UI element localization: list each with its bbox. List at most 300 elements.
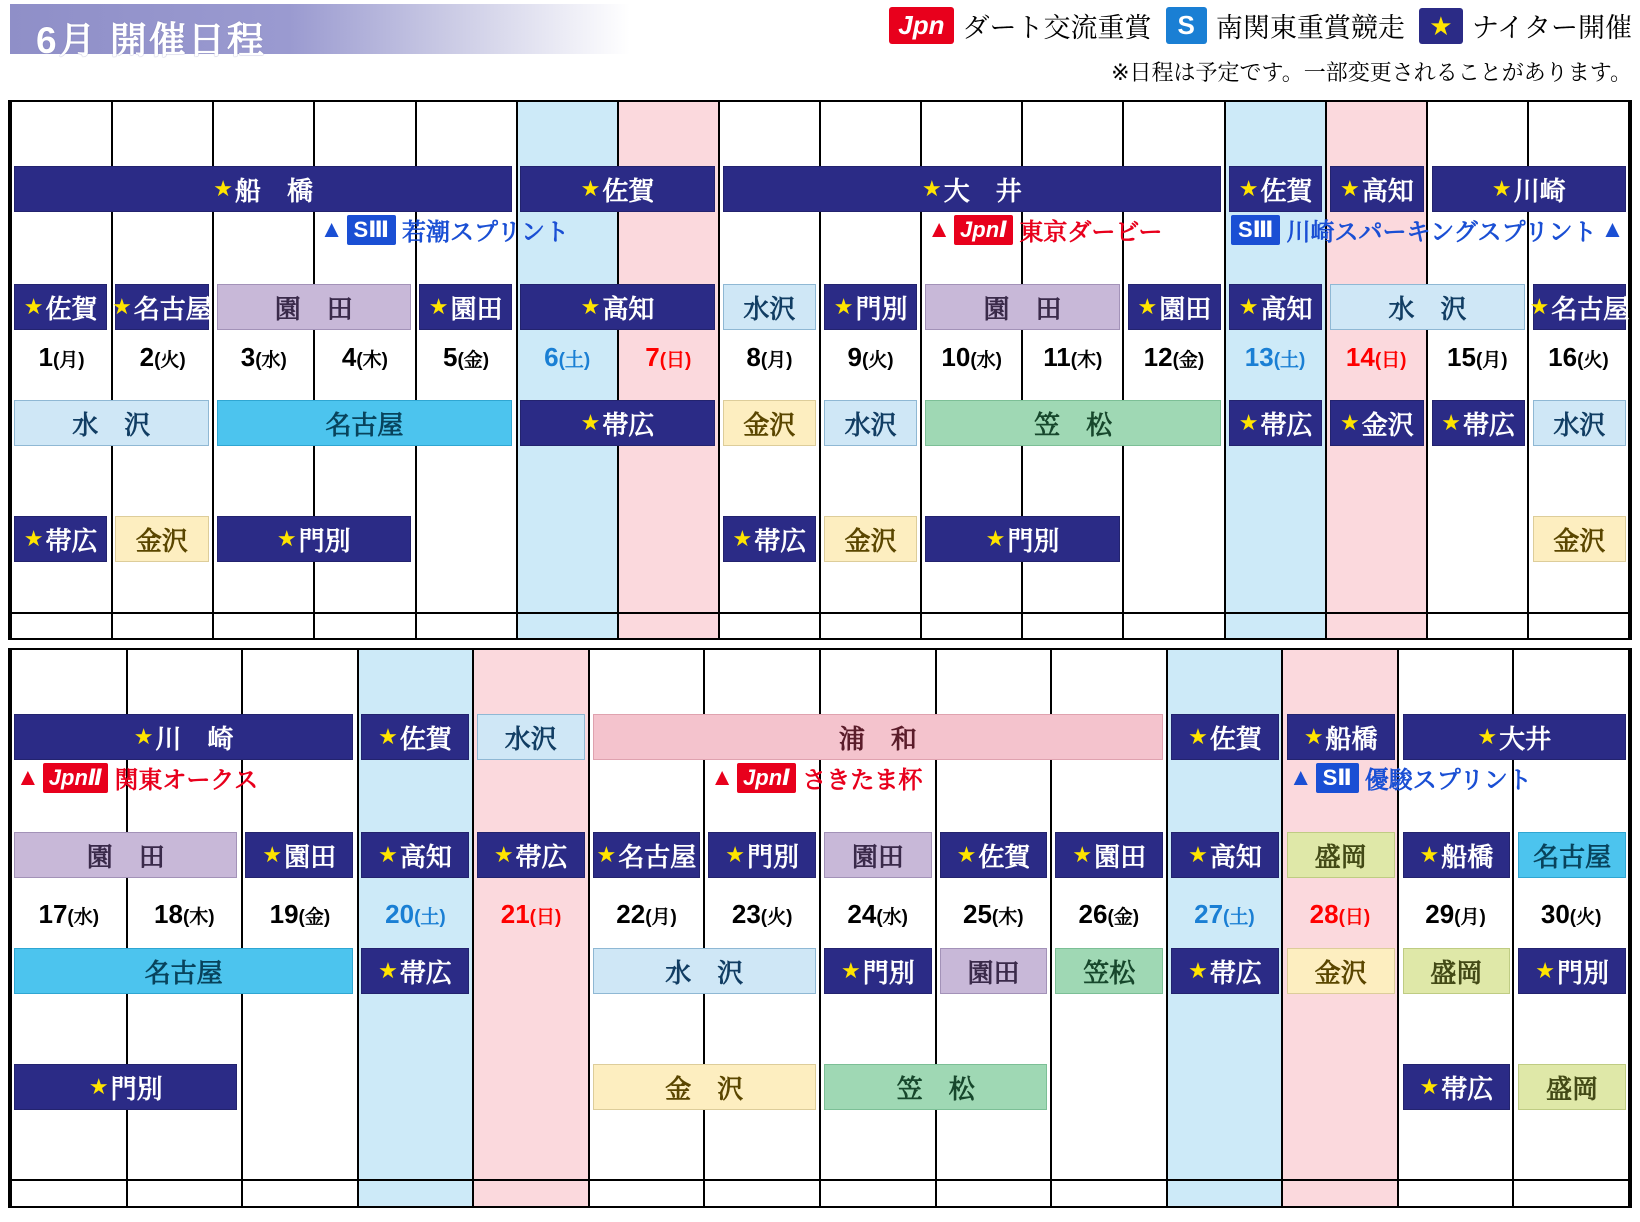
star-icon: ★ bbox=[276, 526, 297, 551]
track-name: 帯広 bbox=[399, 957, 452, 988]
track-chip[interactable] bbox=[1403, 1064, 1511, 1110]
race-name: 関東オークス bbox=[114, 767, 259, 794]
track-name: 門別 bbox=[862, 957, 915, 988]
track-name: 名古屋 bbox=[325, 409, 404, 440]
track-chip[interactable] bbox=[1287, 832, 1395, 878]
date-weekday: (水) bbox=[255, 349, 287, 371]
star-icon: ★ bbox=[133, 724, 154, 749]
track-name: 金沢 bbox=[844, 525, 897, 556]
day-column bbox=[314, 613, 415, 638]
date-number: 5 bbox=[443, 341, 458, 372]
star-icon: ★ bbox=[1340, 410, 1360, 435]
track-chip[interactable] bbox=[217, 284, 412, 330]
track-chip[interactable] bbox=[245, 832, 353, 878]
date-number: 11 bbox=[1043, 341, 1071, 372]
track-name: 船橋 bbox=[1325, 723, 1378, 754]
track-chip[interactable] bbox=[925, 400, 1221, 446]
date-number: 28 bbox=[1309, 899, 1339, 930]
track-chip[interactable] bbox=[477, 832, 585, 878]
date-weekday: (月) bbox=[760, 349, 793, 371]
track-chip[interactable] bbox=[593, 948, 816, 994]
day-column bbox=[1427, 613, 1528, 638]
star-icon: ★ bbox=[378, 958, 398, 983]
day-column bbox=[820, 1180, 936, 1206]
track-name: 船橋 bbox=[1441, 841, 1494, 872]
track-chip[interactable] bbox=[824, 948, 932, 994]
date-weekday: (月) bbox=[1454, 907, 1486, 929]
day-column bbox=[820, 613, 921, 638]
track-name: 水沢 bbox=[1553, 409, 1606, 440]
track-name: 帯広 bbox=[1462, 409, 1515, 440]
track-chip[interactable] bbox=[1432, 166, 1627, 212]
star-icon: ★ bbox=[725, 842, 745, 867]
day-column bbox=[921, 613, 1022, 638]
legend-item-s bbox=[1166, 6, 1405, 45]
date-weekday: (土) bbox=[1223, 907, 1255, 929]
date-weekday: (金) bbox=[457, 349, 490, 371]
day-column bbox=[213, 613, 314, 638]
track-chip[interactable] bbox=[520, 284, 715, 330]
track-chip[interactable] bbox=[1403, 832, 1511, 878]
star-icon: ★ bbox=[833, 294, 854, 319]
blue-triangle-icon: ▲ bbox=[319, 215, 344, 243]
track-name: 佐賀 bbox=[602, 175, 655, 206]
date-weekday: (火) bbox=[861, 349, 894, 371]
track-name: 金沢 bbox=[743, 409, 796, 440]
track-chip[interactable] bbox=[1330, 400, 1423, 446]
date-number: 13 bbox=[1244, 341, 1274, 372]
track-name: 盛岡 bbox=[1314, 841, 1367, 872]
page-header bbox=[0, 0, 1640, 85]
date-weekday: (日) bbox=[1374, 349, 1407, 371]
track-chip[interactable] bbox=[477, 714, 585, 760]
track-chip[interactable] bbox=[824, 400, 917, 446]
day-column bbox=[112, 613, 213, 638]
star-icon: ★ bbox=[23, 526, 44, 551]
day-column bbox=[1051, 1180, 1167, 1206]
blue-triangle-icon: ▲ bbox=[1288, 763, 1313, 791]
track-name: 園田 bbox=[1094, 841, 1147, 872]
day-column bbox=[242, 1180, 358, 1206]
star-icon: ★ bbox=[985, 526, 1006, 551]
date-number: 3 bbox=[240, 341, 256, 372]
track-name: 大井 bbox=[1499, 723, 1552, 754]
track-name: 門別 bbox=[298, 525, 351, 556]
day-column bbox=[11, 1180, 127, 1206]
star-icon: ★ bbox=[1419, 842, 1440, 867]
star-icon: ★ bbox=[1529, 294, 1550, 319]
star-icon: ★ bbox=[213, 176, 233, 201]
track-chip[interactable] bbox=[361, 832, 469, 878]
track-chip[interactable] bbox=[1229, 400, 1322, 446]
day-column bbox=[517, 613, 618, 638]
track-chip[interactable] bbox=[1287, 948, 1395, 994]
star-icon: ★ bbox=[956, 842, 977, 867]
day-column bbox=[473, 1180, 589, 1206]
track-chip[interactable] bbox=[14, 1064, 237, 1110]
star-icon: ★ bbox=[23, 294, 44, 319]
legend-label-s: 南関東重賞競走 bbox=[1215, 13, 1405, 43]
track-chip[interactable] bbox=[1055, 832, 1163, 878]
track-name: 金沢 bbox=[1314, 957, 1367, 988]
day-column bbox=[11, 613, 112, 638]
track-chip[interactable] bbox=[723, 284, 816, 330]
track-name: 帯広 bbox=[515, 841, 568, 872]
date-weekday: (木) bbox=[182, 907, 215, 929]
track-chip[interactable] bbox=[824, 284, 917, 330]
track-name: 金沢 bbox=[1361, 409, 1414, 440]
star-icon: ★ bbox=[1137, 294, 1158, 319]
track-name: 帯広 bbox=[754, 525, 807, 556]
red-triangle-icon: ▲ bbox=[927, 215, 952, 243]
day-column bbox=[1513, 1180, 1629, 1206]
track-name: 帯広 bbox=[602, 409, 655, 440]
track-name: 門別 bbox=[1556, 957, 1609, 988]
date-weekday: (木) bbox=[991, 907, 1024, 929]
track-chip[interactable] bbox=[1533, 516, 1626, 562]
date-weekday: (金) bbox=[1172, 349, 1205, 371]
star-icon: ★ bbox=[1238, 410, 1259, 435]
track-name: 高知 bbox=[399, 841, 452, 872]
date-number: 12 bbox=[1143, 341, 1173, 372]
track-chip[interactable] bbox=[361, 714, 469, 760]
date-number: 4 bbox=[341, 341, 357, 372]
star-icon: ★ bbox=[1441, 410, 1461, 435]
track-name: 笠松 bbox=[1083, 957, 1136, 988]
track-chip[interactable] bbox=[723, 516, 816, 562]
month-title-band bbox=[10, 4, 630, 61]
track-chip[interactable] bbox=[1330, 166, 1423, 212]
date-number: 18 bbox=[154, 899, 183, 930]
star-icon: ★ bbox=[1188, 958, 1208, 983]
track-name: 水 沢 bbox=[72, 409, 151, 440]
date-number: 19 bbox=[269, 899, 299, 930]
star-icon: ★ bbox=[596, 842, 617, 867]
race-name: 優駿スプリント bbox=[1364, 767, 1532, 794]
track-chip[interactable] bbox=[14, 516, 107, 562]
day-column bbox=[1225, 613, 1326, 638]
date-number: 21 bbox=[500, 899, 530, 930]
date-number: 30 bbox=[1540, 899, 1570, 930]
track-chip[interactable] bbox=[593, 832, 701, 878]
track-chip[interactable] bbox=[520, 400, 715, 446]
track-name: 水 沢 bbox=[1388, 293, 1467, 324]
star-icon: ★ bbox=[1238, 176, 1259, 201]
track-name: 門別 bbox=[110, 1073, 163, 1104]
star-icon: ★ bbox=[1491, 176, 1512, 201]
track-name: 高知 bbox=[602, 293, 655, 324]
star-icon: ★ bbox=[428, 294, 449, 319]
track-name: 高知 bbox=[1361, 175, 1414, 206]
star-icon: ★ bbox=[88, 1074, 109, 1099]
day-column bbox=[1167, 1180, 1283, 1206]
track-name: 川 崎 bbox=[155, 723, 234, 754]
track-name: 金 沢 bbox=[665, 1073, 744, 1104]
star-icon: ★ bbox=[1477, 724, 1498, 749]
schedule-note: ※日程は予定です。一部変更されることがあります。 bbox=[1111, 60, 1632, 85]
track-chip[interactable] bbox=[723, 400, 816, 446]
track-name: 金沢 bbox=[135, 525, 188, 556]
day-column bbox=[704, 1180, 820, 1206]
date-number: 2 bbox=[139, 341, 155, 372]
date-number: 1 bbox=[38, 341, 53, 372]
date-weekday: (土) bbox=[414, 907, 446, 929]
star-icon: ★ bbox=[378, 842, 398, 867]
date-weekday: (月) bbox=[645, 907, 677, 929]
track-name: 佐賀 bbox=[399, 723, 452, 754]
s-badge-icon: S bbox=[1166, 7, 1207, 44]
star-icon: ★ bbox=[1419, 1074, 1440, 1099]
track-chip[interactable] bbox=[824, 1064, 1047, 1110]
date-weekday: (火) bbox=[1577, 349, 1609, 371]
track-name: 盛岡 bbox=[1546, 1073, 1599, 1104]
track-chip[interactable] bbox=[217, 516, 412, 562]
day-column bbox=[1022, 613, 1123, 638]
day-column bbox=[589, 1180, 705, 1206]
track-name: 佐賀 bbox=[1209, 723, 1262, 754]
star-icon: ★ bbox=[262, 842, 283, 867]
track-name: 高知 bbox=[1260, 293, 1313, 324]
track-name: 水沢 bbox=[504, 723, 557, 754]
star-icon: ★ bbox=[378, 724, 398, 749]
star-icon: ★ bbox=[840, 958, 861, 983]
track-chip[interactable] bbox=[925, 284, 1120, 330]
track-chip[interactable] bbox=[217, 400, 513, 446]
track-name: 門別 bbox=[855, 293, 908, 324]
date-weekday: (月) bbox=[52, 349, 85, 371]
day-column bbox=[1528, 613, 1629, 638]
race-grade-badge: JpnⅠ bbox=[954, 215, 1013, 245]
date-weekday: (水) bbox=[67, 907, 100, 929]
track-chip[interactable] bbox=[824, 832, 932, 878]
date-number: 22 bbox=[616, 899, 646, 930]
track-name: 園 田 bbox=[983, 293, 1062, 324]
track-chip[interactable] bbox=[115, 516, 208, 562]
legend-item-jpn bbox=[889, 6, 1151, 45]
track-name: 園田 bbox=[284, 841, 337, 872]
track-chip[interactable] bbox=[1518, 832, 1626, 878]
track-name: 笠 松 bbox=[896, 1073, 975, 1104]
race-grade-badge: SⅢ bbox=[347, 215, 396, 245]
date-number: 16 bbox=[1548, 341, 1578, 372]
race-name: さきたま杯 bbox=[802, 767, 923, 794]
track-chip[interactable] bbox=[723, 166, 1221, 212]
track-chip[interactable] bbox=[824, 516, 917, 562]
track-name: 名古屋 bbox=[133, 293, 212, 324]
track-chip[interactable] bbox=[1171, 714, 1279, 760]
day-column bbox=[358, 1180, 474, 1206]
date-number: 9 bbox=[847, 341, 862, 372]
track-chip[interactable] bbox=[14, 948, 353, 994]
track-name: 大 井 bbox=[943, 175, 1022, 206]
star-icon: ★ bbox=[1535, 958, 1555, 983]
track-name: 高知 bbox=[1209, 841, 1262, 872]
date-weekday: (木) bbox=[1070, 349, 1103, 371]
date-weekday: (日) bbox=[659, 349, 692, 371]
blue-triangle-icon: ▲ bbox=[1600, 215, 1625, 243]
jpn-badge-icon: Jpn bbox=[889, 7, 953, 44]
track-name: 佐賀 bbox=[978, 841, 1031, 872]
date-number: 6 bbox=[544, 341, 559, 372]
star-icon: ★ bbox=[1238, 294, 1259, 319]
track-chip[interactable] bbox=[593, 714, 1164, 760]
star-icon: ★ bbox=[580, 410, 601, 435]
track-name: 帯広 bbox=[1441, 1073, 1494, 1104]
track-chip[interactable] bbox=[1330, 284, 1525, 330]
race-name: 若潮スプリント bbox=[402, 219, 570, 246]
track-name: 門別 bbox=[1007, 525, 1060, 556]
track-name: 浦 和 bbox=[838, 723, 917, 754]
date-number: 10 bbox=[941, 341, 971, 372]
date-number: 14 bbox=[1345, 341, 1375, 372]
calendar-week-1 bbox=[8, 100, 1632, 640]
track-chip[interactable] bbox=[940, 832, 1048, 878]
date-number: 23 bbox=[731, 899, 761, 930]
track-chip[interactable] bbox=[14, 284, 107, 330]
date-weekday: (木) bbox=[356, 349, 388, 371]
day-column bbox=[127, 1180, 243, 1206]
schedule-row-1 bbox=[11, 613, 1629, 638]
day-column bbox=[1123, 613, 1224, 638]
date-weekday: (土) bbox=[558, 349, 591, 371]
date-weekday: (金) bbox=[1107, 907, 1140, 929]
track-name: 帯広 bbox=[1209, 957, 1262, 988]
track-chip[interactable] bbox=[1229, 284, 1322, 330]
track-chip[interactable] bbox=[1518, 1064, 1626, 1110]
track-chip[interactable] bbox=[14, 714, 353, 760]
red-triangle-icon: ▲ bbox=[710, 763, 735, 791]
date-number: 17 bbox=[38, 899, 68, 930]
legend-label-jpn: ダート交流重賞 bbox=[962, 13, 1152, 43]
date-weekday: (日) bbox=[1338, 907, 1371, 929]
schedule-row-2 bbox=[11, 1180, 1629, 1206]
track-chip[interactable] bbox=[1529, 284, 1630, 330]
date-weekday: (水) bbox=[970, 349, 1002, 371]
race-name: 東京ダービー bbox=[1019, 219, 1163, 246]
track-name: 名古屋 bbox=[1533, 841, 1612, 872]
legend-item-night bbox=[1419, 6, 1632, 45]
date-number: 24 bbox=[847, 899, 877, 930]
track-name: 園田 bbox=[851, 841, 904, 872]
race-grade-badge: JpnⅠ bbox=[737, 763, 796, 793]
track-name: 盛岡 bbox=[1430, 957, 1483, 988]
track-chip[interactable] bbox=[14, 400, 209, 446]
track-name: 帯広 bbox=[45, 525, 98, 556]
track-chip[interactable] bbox=[940, 948, 1048, 994]
track-name: 名古屋 bbox=[1551, 293, 1630, 324]
track-chip[interactable] bbox=[361, 948, 469, 994]
race-grade-badge: SⅡ bbox=[1316, 763, 1359, 793]
star-icon: ★ bbox=[922, 176, 942, 201]
track-chip[interactable] bbox=[112, 284, 212, 330]
track-name: 門別 bbox=[746, 841, 799, 872]
track-chip[interactable] bbox=[14, 166, 512, 212]
track-name: 佐賀 bbox=[45, 293, 98, 324]
track-chip[interactable] bbox=[1403, 948, 1511, 994]
track-chip[interactable] bbox=[925, 516, 1120, 562]
track-chip[interactable] bbox=[1518, 948, 1626, 994]
date-weekday: (火) bbox=[154, 349, 186, 371]
date-number: 20 bbox=[385, 899, 415, 930]
track-name: 水沢 bbox=[844, 409, 897, 440]
track-name: 金沢 bbox=[1553, 525, 1606, 556]
day-column bbox=[1282, 1180, 1398, 1206]
track-name: 帯広 bbox=[1260, 409, 1313, 440]
date-number: 25 bbox=[962, 899, 992, 930]
race-grade-badge: JpnⅡ bbox=[43, 763, 109, 793]
track-name: 園田 bbox=[450, 293, 503, 324]
track-name: 名古屋 bbox=[144, 957, 223, 988]
date-number: 26 bbox=[1078, 899, 1108, 930]
star-icon: ★ bbox=[1340, 176, 1360, 201]
day-column bbox=[719, 613, 820, 638]
track-chip[interactable] bbox=[419, 284, 512, 330]
date-number: 27 bbox=[1194, 899, 1224, 930]
race-grade-badge: SⅢ bbox=[1231, 215, 1280, 245]
star-icon: ★ bbox=[1188, 842, 1208, 867]
track-chip[interactable] bbox=[520, 166, 715, 212]
track-chip[interactable] bbox=[1432, 400, 1525, 446]
day-column bbox=[936, 1180, 1052, 1206]
race-name: 川崎スパーキングスプリント bbox=[1286, 219, 1597, 246]
track-chip[interactable] bbox=[708, 832, 816, 878]
star-icon: ★ bbox=[580, 176, 601, 201]
track-chip[interactable] bbox=[1403, 714, 1626, 760]
track-chip[interactable] bbox=[1055, 948, 1163, 994]
track-name: 水沢 bbox=[743, 293, 796, 324]
date-number: 8 bbox=[746, 341, 761, 372]
star-icon: ★ bbox=[1072, 842, 1093, 867]
date-weekday: (月) bbox=[1475, 349, 1508, 371]
date-weekday: (金) bbox=[298, 907, 331, 929]
track-name: 船 橋 bbox=[234, 175, 313, 206]
date-weekday: (火) bbox=[760, 907, 793, 929]
track-name: 佐賀 bbox=[1260, 175, 1313, 206]
track-name: 名古屋 bbox=[618, 841, 697, 872]
track-name: 園 田 bbox=[86, 841, 165, 872]
date-weekday: (火) bbox=[1569, 907, 1602, 929]
day-column bbox=[618, 613, 719, 638]
track-name: 園田 bbox=[967, 957, 1020, 988]
track-name: 水 沢 bbox=[665, 957, 744, 988]
star-icon: ★ bbox=[1188, 724, 1208, 749]
star-icon: ★ bbox=[112, 294, 132, 319]
star-icon: ★ bbox=[1303, 724, 1324, 749]
date-weekday: (土) bbox=[1273, 349, 1306, 371]
day-column bbox=[1398, 1180, 1514, 1206]
track-chip[interactable] bbox=[1533, 400, 1626, 446]
track-chip[interactable] bbox=[593, 1064, 816, 1110]
track-chip[interactable] bbox=[1171, 948, 1279, 994]
track-name: 園田 bbox=[1159, 293, 1212, 324]
day-column bbox=[416, 613, 517, 638]
date-number: 15 bbox=[1447, 341, 1476, 372]
star-icon: ★ bbox=[493, 842, 514, 867]
red-triangle-icon: ▲ bbox=[16, 763, 40, 791]
star-icon: ★ bbox=[732, 526, 753, 551]
date-number: 29 bbox=[1425, 899, 1455, 930]
track-name: 笠 松 bbox=[1034, 409, 1113, 440]
track-chip[interactable] bbox=[1171, 832, 1279, 878]
track-chip[interactable] bbox=[1128, 284, 1221, 330]
track-chip[interactable] bbox=[1229, 166, 1322, 212]
track-chip[interactable] bbox=[1287, 714, 1395, 760]
date-weekday: (日) bbox=[529, 907, 562, 929]
track-name: 園 田 bbox=[274, 293, 353, 324]
track-chip[interactable] bbox=[14, 832, 237, 878]
legend-label-night: ナイター開催 bbox=[1471, 13, 1632, 43]
star-icon: ★ bbox=[1419, 8, 1463, 44]
